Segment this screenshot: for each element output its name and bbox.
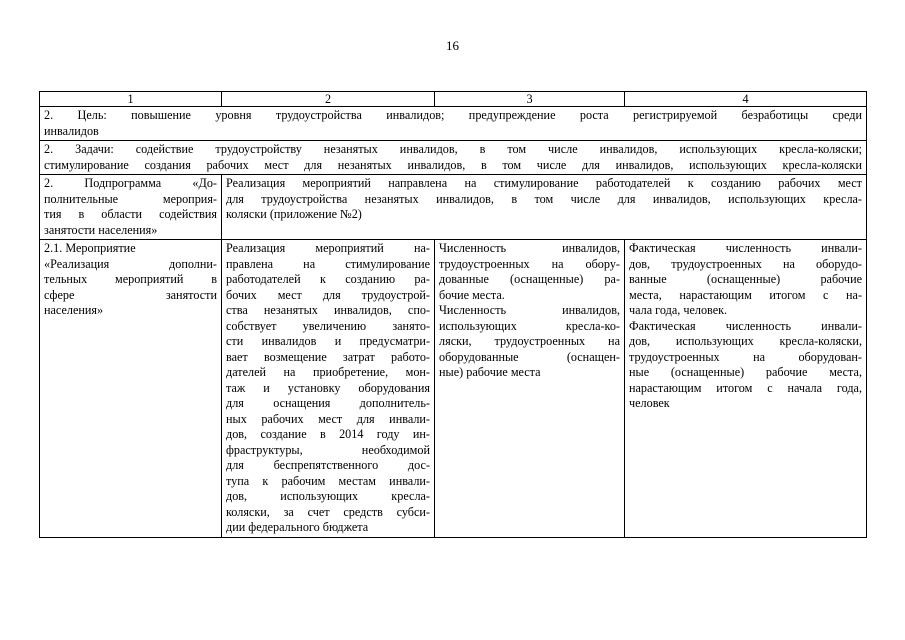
measure-description-line: бочих мест для трудоустрой- — [226, 287, 430, 302]
indicator-table — [39, 91, 867, 538]
measure-name-cell — [40, 240, 222, 538]
subprogram-description-line: коляски (приложение №2) — [226, 207, 362, 221]
goal-row — [40, 107, 867, 141]
header-cell-4: 4 — [625, 92, 867, 107]
measure-description-line: таж и установку оборудования — [226, 380, 430, 395]
measure-description-line: Реализация мероприятий на- — [226, 241, 430, 255]
measure-result-line: человек — [629, 396, 670, 410]
measure-description-cell — [222, 240, 435, 538]
measure-result-line: чала года, человек. — [629, 303, 728, 317]
measure-description-line: работодателей к созданию ра- — [226, 272, 430, 286]
table-header-row — [40, 92, 867, 107]
header-cell-1: 1 — [40, 92, 222, 107]
header-cell-3: 3 — [435, 92, 625, 107]
measure-result-line: места, нарастающим итогом с на- — [629, 287, 862, 302]
measure-description-line: дов, использующих кресла- — [226, 489, 430, 503]
tasks-line: стимулирование создания рабочих мест для незанятых инвалидов, в том числе для инвалидов, использующих кресла-коляски — [44, 157, 862, 172]
measure-result-line: ные (оснащенные) рабочие места, — [629, 365, 862, 379]
subprogram-name-line: полнительные мероприя- — [44, 191, 217, 206]
measure-result-line: Фактическая численность инвали- — [629, 241, 862, 255]
subprogram-description-line: для трудоустройства незанятых инвалидов, в том числе для инвалидов, использующих кресла- — [226, 191, 862, 206]
tasks-row — [40, 141, 867, 175]
measure-indicator-line: Численность инвалидов, — [439, 303, 620, 317]
measure-description-line: дов, создание в 2014 году ин- — [226, 427, 430, 441]
measure-name-line: 2.1. Мероприятие — [44, 241, 136, 255]
measure-result-line: дов, использующих кресла-коляски, — [629, 334, 862, 348]
subprogram-name-line: тия в области содействия — [44, 207, 217, 221]
measure-description-line: коляски, за счет средств субси- — [226, 504, 430, 519]
measure-description-line: тупа к рабочим местам инвали- — [226, 473, 430, 488]
subprogram-description-cell — [222, 175, 867, 240]
measure-description-line: собствует увеличению занято- — [226, 318, 430, 333]
measure-result-line: дов, трудоустроенных на оборудо- — [629, 256, 862, 271]
subprogram-row — [40, 175, 867, 240]
subprogram-name-line: 2. Подпрограмма «До- — [44, 176, 217, 190]
goal-line: 2. Цель: повышение уровня трудоустройства инвалидов; предупреждение роста регистрируемой безработицы среди — [44, 108, 862, 122]
page-number: 16 — [446, 38, 459, 53]
measure-description-line: ных рабочих мест для инвали- — [226, 411, 430, 426]
measure-description-line: вает возмещение затрат работо- — [226, 349, 430, 364]
goal-cell — [40, 107, 867, 141]
measure-description-line: дателей на приобретение, мон- — [226, 365, 430, 379]
measure-indicator-line: Численность инвалидов, — [439, 241, 620, 255]
measure-description-line: дии федерального бюджета — [226, 520, 369, 534]
tasks-line: 2. Задачи: содействие трудоустройству незанятых инвалидов, в том числе инвалидов, использующих кресла-коляски; — [44, 142, 862, 156]
measure-result-line: Фактическая численность инвали- — [629, 318, 862, 333]
measure-description-line: для беспрепятственного дос- — [226, 458, 430, 472]
header-cell-2: 2 — [222, 92, 435, 107]
measure-description-line: ства незанятых инвалидов, спо- — [226, 303, 430, 317]
measure-indicator-line: использующих кресла-ко- — [439, 318, 620, 333]
measure-indicator-line: дованные (оснащенные) ра- — [439, 272, 620, 286]
measure-indicator-line: ные) рабочие места — [439, 365, 541, 379]
subprogram-name-line: занятости населения» — [44, 222, 158, 237]
measure-indicator-line: бочие места. — [439, 287, 505, 302]
tasks-cell — [40, 141, 867, 175]
measure-description-line: сти инвалидов и предусматри- — [226, 334, 430, 348]
measure-result-cell — [625, 240, 867, 538]
goal-line: инвалидов — [44, 123, 99, 138]
measure-description-line: фраструктуры, необходимой — [226, 442, 430, 457]
measure-name-line: населения» — [44, 303, 104, 317]
measure-indicator-line: ляски, трудоустроенных на — [439, 334, 620, 348]
measure-name-line: сфере занятости — [44, 287, 217, 302]
measure-description-line: для оснащения дополнитель- — [226, 396, 430, 410]
measure-name-line: тельных мероприятий в — [44, 272, 217, 286]
measure-indicator-cell — [435, 240, 625, 538]
measure-description-line: правлена на стимулирование — [226, 256, 430, 271]
measure-result-line: трудоустроенных на оборудован- — [629, 349, 862, 364]
measure-result-line: ванные (оснащенные) рабочие — [629, 272, 862, 286]
measure-result-line: нарастающим итогом с начала года, — [629, 380, 862, 395]
measure-indicator-line: оборудованные (оснащен- — [439, 349, 620, 364]
measure-name-line: «Реализация дополни- — [44, 256, 217, 271]
measure-indicator-line: трудоустроенных на обору- — [439, 256, 620, 271]
subprogram-name-cell — [40, 175, 222, 240]
measure-row — [40, 240, 867, 538]
subprogram-description-line: Реализация мероприятий направлена на стимулирование работодателей к созданию рабочих мест — [226, 176, 862, 190]
